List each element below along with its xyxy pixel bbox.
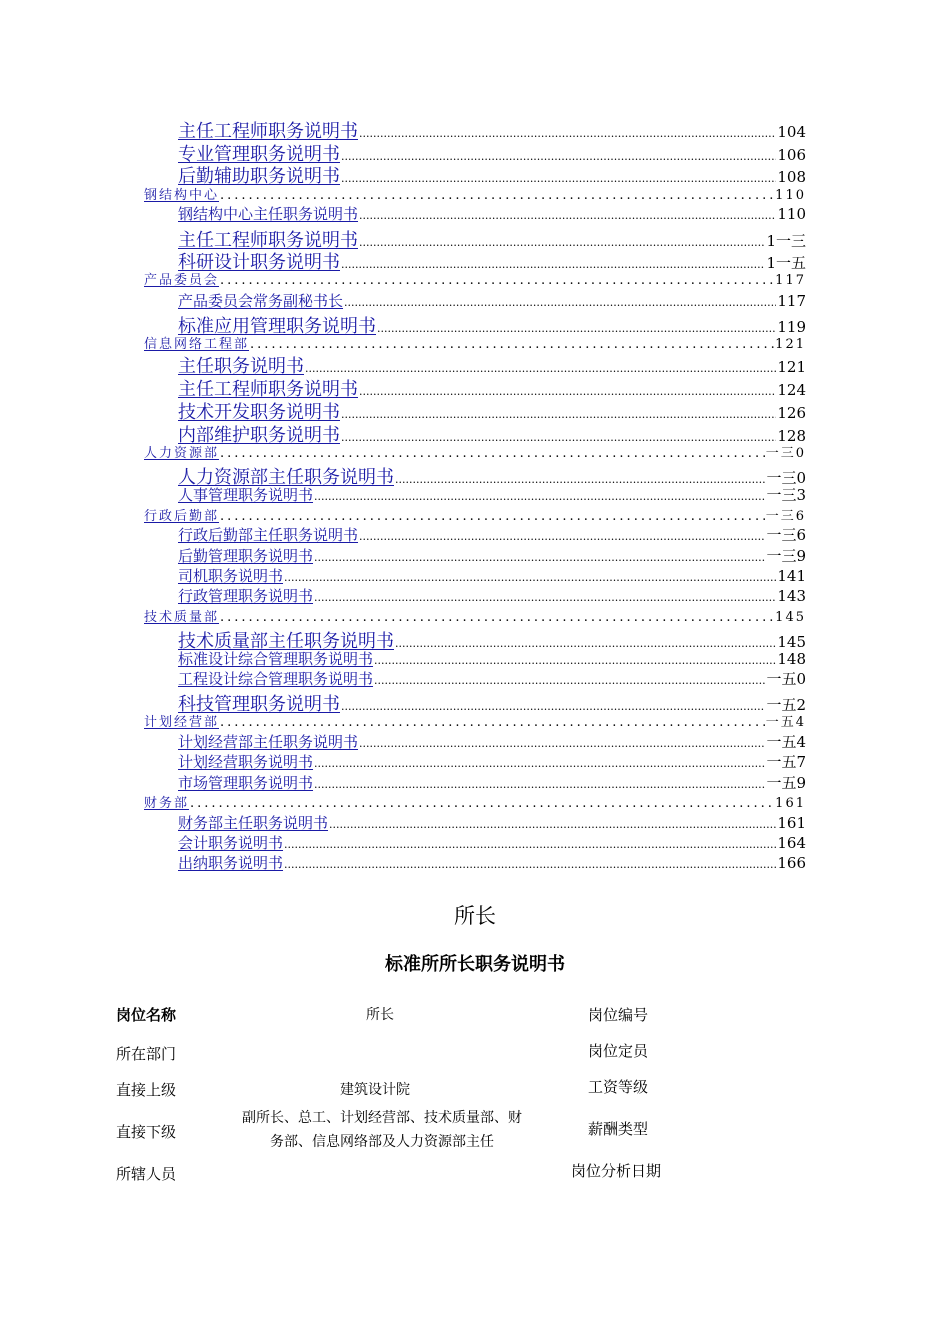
toc-section-entry[interactable]: [144, 711, 806, 730]
toc-page-number: 117: [777, 292, 806, 310]
toc-page-number: 126: [777, 404, 806, 422]
subordinate-value-line1: 副所长、总工、计划经营部、技术质量部、财: [242, 1110, 522, 1126]
toc-link[interactable]: 专业管理职务说明书: [178, 144, 340, 165]
toc-page-number: 164: [777, 834, 806, 852]
toc-page-number: 119: [777, 318, 806, 336]
toc-page-number: 106: [777, 146, 806, 164]
toc-section-entry[interactable]: [144, 333, 806, 352]
toc-leader-dots: [314, 757, 765, 770]
toc-link[interactable]: 计划经营职务说明书: [178, 753, 314, 771]
toc-leader-dots: [314, 490, 765, 503]
toc-page-number: 104: [777, 123, 806, 141]
toc-page-number: 1一五: [766, 254, 806, 272]
toc-leader-dots: [220, 188, 774, 203]
subordinate-value-line2: 务部、信息网络部及人力资源部主任: [270, 1134, 494, 1150]
toc-link[interactable]: 主任职务说明书: [178, 356, 304, 377]
toc-page-number: 121: [777, 358, 806, 376]
toc-entry[interactable]: [178, 203, 806, 224]
toc-link[interactable]: 人力资源部主任职务说明书: [178, 467, 394, 488]
toc-section-entry[interactable]: [144, 442, 806, 461]
toc-link[interactable]: 计划经营部: [144, 715, 220, 730]
superior-value: 建筑设计院: [340, 1082, 410, 1098]
toc-link[interactable]: 人事管理职务说明书: [178, 486, 314, 504]
toc-leader-dots: [284, 838, 776, 851]
toc-page-number: 145: [777, 633, 806, 651]
toc-leader-dots: [220, 509, 765, 524]
toc-link[interactable]: 主任工程师职务说明书: [178, 230, 358, 251]
toc-link[interactable]: 产品委员会: [144, 273, 220, 288]
toc-section-entry[interactable]: [144, 269, 806, 288]
pay-type-label: 薪酬类型: [588, 1120, 649, 1138]
toc-leader-dots: [284, 571, 776, 584]
toc-leader-dots: [359, 127, 776, 140]
toc-link[interactable]: 会计职务说明书: [178, 834, 284, 852]
toc-leader-dots: [374, 654, 776, 667]
grade-label: 工资等级: [588, 1078, 649, 1096]
subordinate-label: 直接下级: [116, 1123, 177, 1141]
toc-entry[interactable]: [178, 545, 806, 566]
toc-page-number: 143: [777, 587, 806, 605]
toc-link[interactable]: 标准设计综合管理职务说明书: [178, 650, 374, 668]
toc-entry[interactable]: [178, 668, 806, 689]
toc-leader-dots: [305, 362, 776, 375]
toc-link[interactable]: 行政后勤部主任职务说明书: [178, 526, 359, 544]
toc-link[interactable]: 行政管理职务说明书: [178, 587, 314, 605]
toc-leader-dots: [329, 818, 776, 831]
toc-link[interactable]: 主任工程师职务说明书: [178, 379, 358, 400]
toc-leader-dots: [220, 610, 774, 625]
toc-leader-dots: [220, 446, 765, 461]
toc-link[interactable]: 财务部: [144, 796, 190, 811]
toc-link[interactable]: 工程设计综合管理职务说明书: [178, 670, 374, 688]
post-code-label: 岗位编号: [588, 1006, 649, 1024]
toc-entry[interactable]: [178, 290, 806, 311]
toc-leader-dots: [284, 858, 776, 871]
toc-entry[interactable]: [178, 484, 806, 505]
toc-link[interactable]: 科技管理职务说明书: [178, 694, 340, 715]
toc-leader-dots: [359, 737, 765, 750]
department-label: 所在部门: [116, 1045, 177, 1063]
toc-page-number: 一三0: [766, 469, 806, 487]
toc-link[interactable]: 产品委员会常务副秘书长: [178, 292, 344, 310]
toc-link[interactable]: 内部维护职务说明书: [178, 425, 340, 446]
toc-leader-dots: [314, 551, 765, 564]
toc-leader-dots: [250, 337, 774, 352]
toc-section-entry[interactable]: [144, 792, 806, 811]
toc-leader-dots: [359, 530, 765, 543]
toc-page-number: 一五4: [765, 715, 806, 730]
toc-entry[interactable]: [178, 772, 806, 793]
toc-link[interactable]: 计划经营部主任职务说明书: [178, 733, 359, 751]
toc-leader-dots: [359, 385, 776, 398]
headcount-label: 岗位定员: [588, 1042, 649, 1060]
toc-page-number: 148: [777, 650, 806, 668]
document-subtitle: 标准所所长职务说明书: [385, 954, 565, 975]
toc-link[interactable]: 行政后勤部: [144, 509, 220, 524]
toc-page-number: 一三6: [765, 509, 806, 524]
toc-leader-dots: [344, 296, 776, 309]
toc-section-entry[interactable]: [144, 606, 806, 625]
toc-page-number: 一五9: [766, 774, 806, 792]
toc-leader-dots: [190, 796, 774, 811]
toc-link[interactable]: 钢结构中心: [144, 188, 220, 203]
toc-link[interactable]: 技术质量部: [144, 610, 220, 625]
toc-entry[interactable]: [178, 852, 806, 873]
toc-link[interactable]: 标准应用管理职务说明书: [178, 316, 376, 337]
toc-link[interactable]: 后勤辅助职务说明书: [178, 166, 340, 187]
toc-page-number: 108: [777, 168, 806, 186]
toc-page-number: 110: [777, 205, 806, 223]
page-title: 所长: [454, 904, 496, 928]
toc-leader-dots: [314, 778, 765, 791]
toc-entry[interactable]: [178, 524, 806, 545]
toc-entry[interactable]: [178, 832, 806, 853]
toc-leader-dots: [374, 674, 765, 687]
toc-page-number: 166: [777, 854, 806, 872]
toc-page-number: 124: [777, 381, 806, 399]
toc-page-number: 一三6: [766, 526, 806, 544]
toc-link[interactable]: 技术质量部主任职务说明书: [178, 631, 394, 652]
toc-page-number: 一五0: [766, 670, 806, 688]
toc-section-entry[interactable]: [144, 184, 806, 203]
toc-page-number: 128: [777, 427, 806, 445]
toc-link[interactable]: 科研设计职务说明书: [178, 252, 340, 273]
toc-entry[interactable]: [178, 812, 806, 833]
toc-page-number: 145: [775, 610, 806, 625]
toc-section-entry[interactable]: [144, 505, 806, 524]
toc-page-number: 1一三: [766, 232, 806, 250]
toc-link[interactable]: 技术开发职务说明书: [178, 402, 340, 423]
post-name-label: 岗位名称: [116, 1006, 177, 1024]
toc-link[interactable]: 财务部主任职务说明书: [178, 814, 329, 832]
toc-entry[interactable]: [178, 648, 806, 669]
subordinate-value: [206, 1106, 558, 1154]
toc-leader-dots: [359, 209, 776, 222]
toc-page-number: 一五4: [766, 733, 806, 751]
toc-leader-dots: [220, 715, 765, 730]
toc-page-number: 141: [777, 567, 806, 585]
staff-label: 所辖人员: [116, 1165, 177, 1183]
toc-page-number: 110: [775, 188, 806, 203]
toc-link[interactable]: 人力资源部: [144, 446, 220, 461]
toc-page-number: 121: [775, 337, 806, 352]
post-name-value: 所长: [366, 1007, 394, 1023]
toc-link[interactable]: 司机职务说明书: [178, 567, 284, 585]
toc-link[interactable]: 市场管理职务说明书: [178, 774, 314, 792]
toc-link[interactable]: 钢结构中心主任职务说明书: [178, 205, 359, 223]
toc-page-number: 一三3: [766, 486, 806, 504]
toc-entry[interactable]: [178, 565, 806, 586]
toc-entry[interactable]: [178, 731, 806, 752]
toc-page-number: 一三0: [765, 446, 806, 461]
toc-link[interactable]: 主任工程师职务说明书: [178, 121, 358, 142]
toc-page-number: 一五7: [766, 753, 806, 771]
toc-page-number: 117: [775, 273, 806, 288]
toc-page-number: 一三9: [766, 547, 806, 565]
toc-leader-dots: [314, 591, 776, 604]
toc-leader-dots: [220, 273, 774, 288]
toc-entry[interactable]: [178, 751, 806, 772]
analysis-date-label: 岗位分析日期: [571, 1162, 662, 1180]
toc-link[interactable]: 后勤管理职务说明书: [178, 547, 314, 565]
toc-leader-dots: [341, 408, 776, 421]
toc-link[interactable]: 出纳职务说明书: [178, 854, 284, 872]
toc-page-number: 161: [777, 814, 806, 832]
toc-entry[interactable]: [178, 585, 806, 606]
toc-page-number: 161: [775, 796, 806, 811]
superior-label: 直接上级: [116, 1081, 177, 1099]
toc-link[interactable]: 信息网络工程部: [144, 337, 250, 352]
toc-page-number: 一五2: [766, 696, 806, 714]
